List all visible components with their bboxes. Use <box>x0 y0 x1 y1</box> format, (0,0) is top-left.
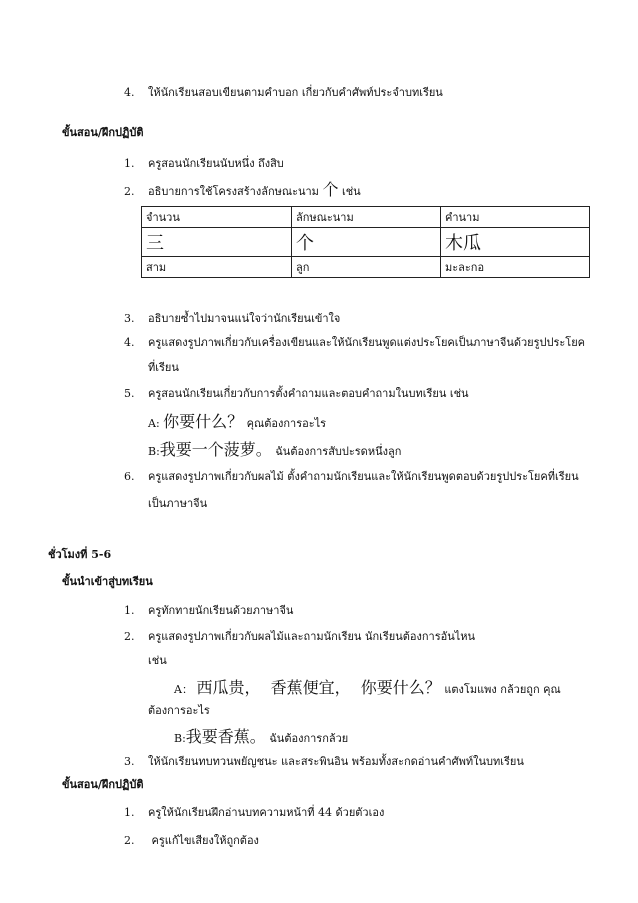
table-cell: 个 <box>292 228 441 257</box>
hours-heading: ชั่วโมงที่ 5-6 <box>48 548 112 561</box>
item-text: ครูแสดงรูปภาพเกี่ยวกับผลไม้ ตั้งคำถามนักเรียนและให้นักเรียนพูดตอบด้วยรูปประโยคที่เรียน <box>148 470 579 483</box>
item-number: 1. <box>124 604 135 617</box>
list-item <box>124 336 585 350</box>
thai-translation: ฉันต้องการกล้วย <box>269 732 349 745</box>
item-number: 3. <box>124 755 135 768</box>
chinese-sentence: 我要一个菠萝。 <box>159 440 272 459</box>
chinese-sentence: 我要香蕉。 <box>185 727 266 746</box>
list-item <box>124 86 443 100</box>
table-cell: สาม <box>142 257 292 278</box>
section-heading-practice: ขั้นสอน/ฝึกปฏิบัติ <box>62 126 144 139</box>
dialog-line-b <box>148 440 401 462</box>
speaker-label: A： <box>174 683 193 696</box>
item-number: 2. <box>124 834 135 847</box>
list-item <box>124 157 284 171</box>
item-text: ครูแก้ไขเสียงให้ถูกต้อง <box>148 834 259 847</box>
list-item <box>124 180 361 199</box>
dialog-line-a <box>148 412 326 434</box>
item-text: ครูแสดงรูปภาพเกี่ยวกับผลไม้และถามนักเรียน นักเรียนต้องการอันไหน <box>148 630 476 643</box>
list-item <box>124 755 524 769</box>
item-number: 4. <box>124 86 135 99</box>
table-header: จำนวน <box>142 207 292 228</box>
item-number: 1. <box>124 806 135 819</box>
dialog-line-b <box>174 727 348 749</box>
classifier-table <box>141 206 590 278</box>
section-heading-practice: ขั้นสอน/ฝึกปฏิบัติ <box>62 778 144 791</box>
list-item <box>124 604 293 618</box>
item-number: 2. <box>124 630 135 643</box>
item-text-continued: เช่น <box>148 654 167 667</box>
table-cell: 木瓜 <box>441 228 590 257</box>
item-number: 3. <box>124 312 135 325</box>
item-number: 6. <box>124 470 135 483</box>
speaker-label: B: <box>148 445 160 458</box>
item-number: 4. <box>124 336 135 349</box>
table-row <box>142 207 590 228</box>
item-text: ครูสอนนักเรียนนับหนึ่ง ถึงสิบ <box>148 157 284 170</box>
item-text: ครูแสดงรูปภาพเกี่ยวกับเครื่องเขียนและให้นักเรียนพูดแต่งประโยคเป็นภาษาจีนด้วยรูปประโยค <box>148 336 586 349</box>
table-cell: 三 <box>142 228 292 257</box>
thai-translation: ฉันต้องการสับปะรดหนึ่งลูก <box>275 445 402 458</box>
table-row <box>142 228 590 257</box>
speaker-label: A: <box>148 417 160 430</box>
dialog-line-a <box>174 678 561 700</box>
speaker-label: B: <box>174 732 186 745</box>
table-cell: มะละกอ <box>441 257 590 278</box>
item-text-continued: ต้องการอะไร <box>148 704 210 717</box>
table-row <box>142 257 590 278</box>
item-text: ให้นักเรียนทบทวนพยัญชนะ และสระพินอิน พร้อมทั้งสะกดอ่านคำศัพท์ในบทเรียน <box>148 755 524 768</box>
table-cell: ลูก <box>292 257 441 278</box>
item-text-suffix: เช่น <box>341 185 361 198</box>
list-item <box>124 470 579 484</box>
item-text: ให้นักเรียนสอบเขียนตามคำบอก เกี่ยวกับคำศัพท์ประจำบทเรียน <box>148 86 443 99</box>
item-text-continued: เป็นภาษาจีน <box>148 497 208 510</box>
item-text-continued: ที่เรียน <box>148 361 179 374</box>
section-heading-intro: ขั้นนำเข้าสู่บทเรียน <box>62 575 153 588</box>
list-item <box>124 806 384 820</box>
item-text: อธิบายการใช้โครงสร้างลักษณะนาม <box>148 185 319 198</box>
item-text: ครูให้นักเรียนฝึกอ่านบทความหน้าที่ 44 ด้วยตัวเอง <box>148 806 385 819</box>
chinese-classifier: 个 <box>322 180 339 199</box>
item-number: 5. <box>124 387 135 400</box>
item-text: อธิบายซ้ำไปมาจนแน่ใจว่านักเรียนเข้าใจ <box>148 312 341 325</box>
table-header: คำนาม <box>441 207 590 228</box>
chinese-sentence: 西瓜贵， 香蕉便宜， 你要什么？ <box>196 678 441 697</box>
list-item <box>124 834 259 848</box>
thai-translation: คุณต้องการอะไร <box>246 417 327 430</box>
item-text: ครูสอนนักเรียนเกี่ยวกับการตั้งคำถามและตอบคำถามในบทเรียน เช่น <box>148 387 469 400</box>
item-number: 1. <box>124 157 135 170</box>
thai-translation: แตงโมแพง กล้วยถูก คุณ <box>444 683 561 696</box>
item-text: ครูทักทายนักเรียนด้วยภาษาจีน <box>148 604 294 617</box>
list-item <box>124 387 469 401</box>
list-item <box>124 630 475 644</box>
table-header: ลักษณะนาม <box>292 207 441 228</box>
list-item <box>124 312 340 326</box>
item-number: 2. <box>124 185 135 198</box>
chinese-sentence: 你要什么？ <box>163 412 244 431</box>
